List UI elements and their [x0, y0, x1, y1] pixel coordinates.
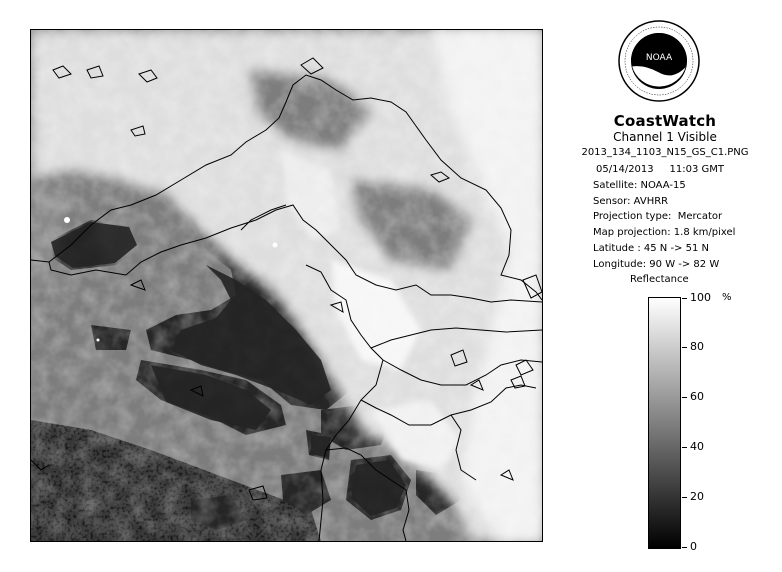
colorbar-tick-label: 40 [690, 440, 704, 453]
colorbar-tick [682, 497, 687, 498]
colorbar-tick-label: 100 [690, 291, 711, 304]
file-name: 2013_134_1103_N15_GS_C1.PNG [581, 147, 749, 158]
colorbar-tick [682, 447, 687, 448]
colorbar-tick [682, 397, 687, 398]
channel-label: Channel 1 Visible [613, 130, 717, 144]
meta-sensor: Sensor: AVHRR [593, 196, 669, 207]
reflectance-colorbar [648, 297, 681, 549]
colorbar-title: Reflectance [630, 274, 689, 285]
meta-latitude: Latitude : 45 N -> 51 N [593, 243, 709, 254]
colorbar-tick-label: 0 [690, 540, 697, 553]
meta-satellite: Satellite: NOAA-15 [593, 180, 686, 191]
colorbar-tick-label: 80 [690, 340, 704, 353]
cloud-cover [31, 30, 542, 541]
noaa-logo-text: NOAA [645, 53, 673, 63]
meta-projection-type: Projection type: Mercator [593, 211, 723, 222]
colorbar-unit: % [722, 292, 732, 303]
satellite-image [30, 29, 543, 542]
noaa-logo-svg [618, 20, 700, 102]
meta-datetime: 05/14/2013 11:03 GMT [596, 164, 725, 175]
colorbar-tick-label: 60 [690, 390, 704, 403]
colorbar-tick [682, 347, 687, 348]
meta-longitude: Longitude: 90 W -> 82 W [593, 259, 720, 270]
brand-title: CoastWatch [613, 112, 717, 130]
colorbar-tick [682, 298, 687, 299]
noaa-logo [618, 20, 700, 102]
colorbar-tick [682, 547, 687, 548]
meta-map-projection: Map projection: 1.8 km/pixel [593, 227, 736, 238]
map-svg [31, 30, 542, 541]
colorbar-tick-label: 20 [690, 490, 704, 503]
